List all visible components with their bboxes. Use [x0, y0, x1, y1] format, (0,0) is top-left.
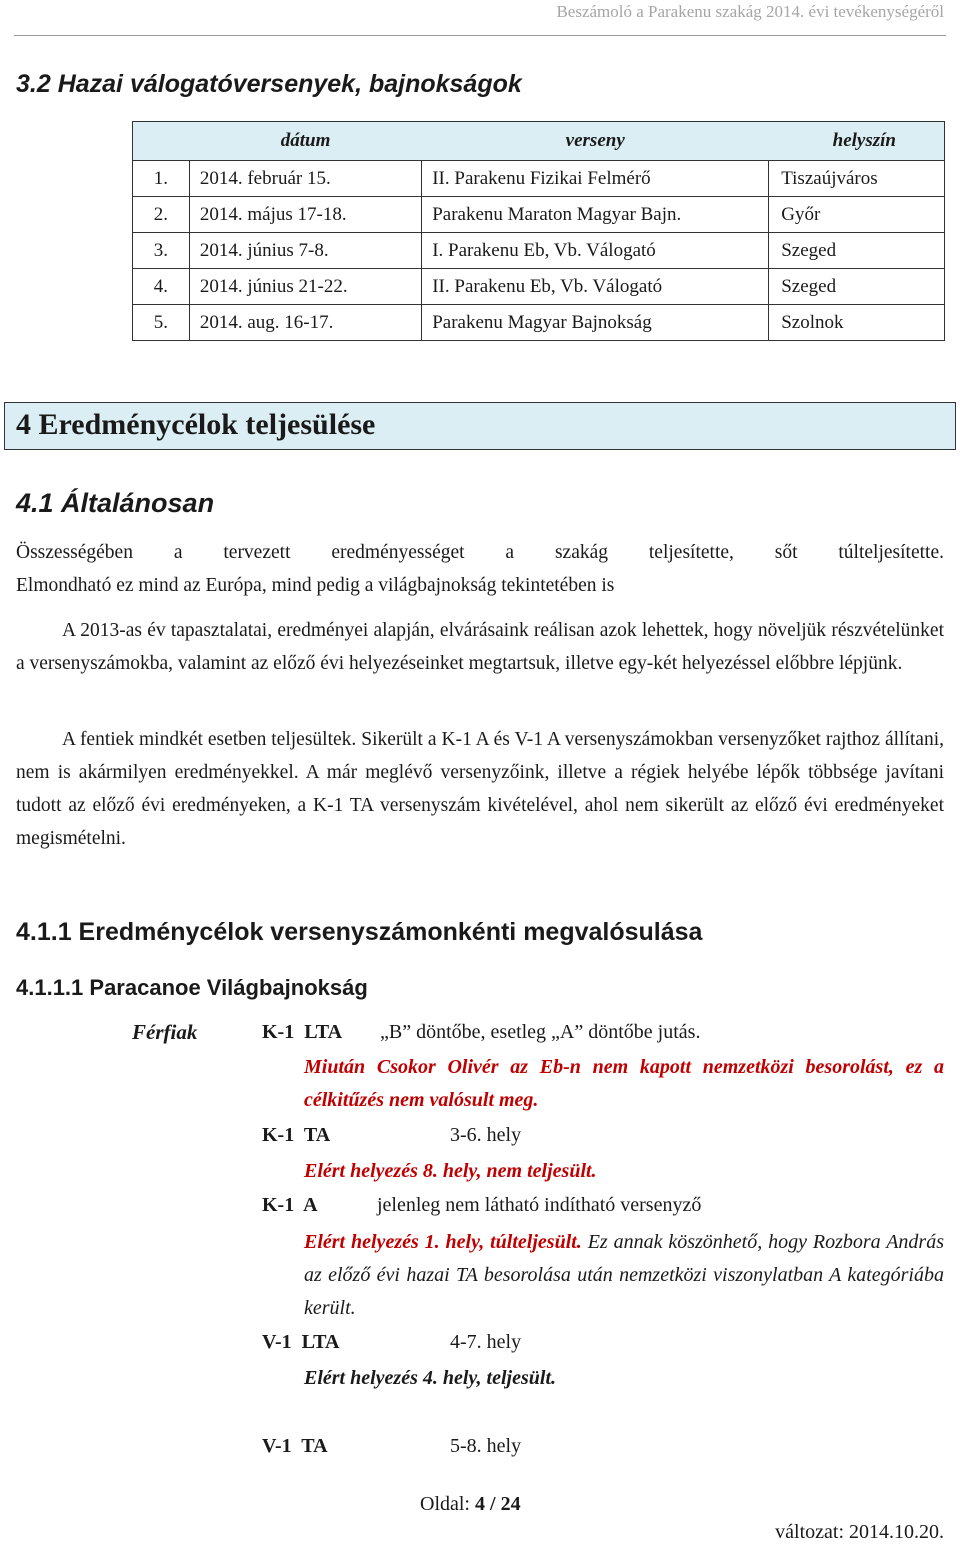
row-race: Parakenu Maraton Magyar Bajn.	[422, 197, 769, 233]
section-3-2-heading: 3.2 Hazai válogatóversenyek, bajnokságok	[16, 70, 522, 98]
paragraph-1-line-2: Elmondható ez mind az Európa, mind pedig a világbajnokság tekintetében is	[16, 575, 615, 596]
row-race: Parakenu Magyar Bajnokság	[422, 305, 769, 341]
target-k1-a: jelenleg nem látható indítható versenyző	[377, 1194, 702, 1216]
section-4-1-1-1-heading: 4.1.1.1 Paracanoe Világbajnokság	[16, 975, 368, 1000]
row-number: 4.	[133, 269, 190, 305]
row-place: Győr	[769, 197, 945, 233]
page-label: Oldal:	[420, 1493, 475, 1515]
row-place: Szeged	[769, 233, 945, 269]
header-rule	[14, 35, 946, 36]
row-date: 2014. aug. 16-17.	[189, 305, 421, 341]
row-number: 1.	[133, 161, 190, 197]
version-label: változat: 2014.10.20.	[775, 1521, 944, 1543]
competitions-table	[132, 121, 945, 341]
table-header-row	[133, 122, 945, 161]
result-k1-lta: Miután Csokor Olivér az Eb-n nem kapott nemzetközi besorolást, ez a célkitűzés nem valósult meg.	[304, 1056, 944, 1111]
target-v1-lta: 4-7. hely	[450, 1331, 522, 1353]
row-number: 2.	[133, 197, 190, 233]
header-race: verseny	[422, 122, 769, 161]
row-date: 2014. május 17-18.	[189, 197, 421, 233]
section-4-heading: 4 Eredménycélok teljesülése	[16, 408, 376, 441]
page-number	[420, 1493, 521, 1516]
result-k1-a-block	[304, 1226, 944, 1325]
paragraph-3: A fentiek mindkét esetben teljesültek. Sikerült a K-1 A és V-1 A versenyszámokban versenyzőket rajthoz állítani, nem is akármilyen eredményekkel. A már meglévő versenyzőink, illetve a régiek helyébe lépők többsége javítani tudott az előző évi eredményeken, a K-1 TA versenyszám kivételével, ahol nem sikerült az előző évi eredményeket megismételni.	[16, 729, 944, 849]
note-k1-a: Ez annak köszönhető, hogy Rozbora András az előző évi hazai TA besorolása után nemzetközi viszonylatban A kategóriába került.	[304, 1231, 944, 1319]
table-row	[133, 233, 945, 269]
target-v1-ta: 5-8. hely	[450, 1435, 522, 1457]
table-row	[133, 305, 945, 341]
section-4-1-heading: 4.1 Általánosan	[16, 488, 215, 518]
header-number	[133, 122, 190, 161]
page-current: 4	[475, 1493, 485, 1515]
paragraph-1-line-1: Összességében a tervezett eredményességet a szakág teljesítette, sőt túlteljesítette.	[16, 542, 944, 563]
event-k1-ta: K-1 TA	[262, 1124, 331, 1146]
row-race: I. Parakenu Eb, Vb. Válogató	[422, 233, 769, 269]
row-date: 2014. június 7-8.	[189, 233, 421, 269]
row-race: II. Parakenu Eb, Vb. Válogató	[422, 269, 769, 305]
row-date: 2014. február 15.	[189, 161, 421, 197]
table-row	[133, 269, 945, 305]
result-k1-a: Elért helyezés 1. hely, túlteljesült.	[304, 1231, 582, 1253]
header-date: dátum	[189, 122, 421, 161]
page-total: 24	[500, 1493, 521, 1515]
row-number: 3.	[133, 233, 190, 269]
paragraph-2: A 2013-as év tapasztalatai, eredményei alapján, elvárásaink reálisan azok lehettek, hogy növeljük részvételünket a versenyszámokba, valamint az előző évi helyezéseinket megtartsuk, illetve egy-két helyezéssel előbbre lépjünk.	[16, 620, 944, 674]
header-place: helyszín	[769, 122, 945, 161]
target-k1-ta: 3-6. hely	[450, 1124, 522, 1146]
table-row	[133, 161, 945, 197]
category-label: Férfiak	[132, 1020, 198, 1044]
row-place: Szolnok	[769, 305, 945, 341]
section-4-1-1-heading: 4.1.1 Eredménycélok versenyszámonkénti megvalósulása	[16, 918, 703, 946]
page-header-title: Beszámoló a Parakenu szakág 2014. évi tevékenységéről	[556, 2, 944, 21]
event-v1-lta: V-1 LTA	[262, 1331, 340, 1353]
result-v1-lta: Elért helyezés 4. hely, teljesült.	[304, 1367, 557, 1389]
event-k1-lta: K-1 LTA	[262, 1021, 343, 1043]
row-date: 2014. június 21-22.	[189, 269, 421, 305]
target-k1-lta: „B” döntőbe, esetleg „A” döntőbe jutás.	[380, 1021, 701, 1043]
row-place: Szeged	[769, 269, 945, 305]
row-race: II. Parakenu Fizikai Felmérő	[422, 161, 769, 197]
page-separator: /	[485, 1493, 501, 1515]
row-place: Tiszaújváros	[769, 161, 945, 197]
row-number: 5.	[133, 305, 190, 341]
result-k1-ta: Elért helyezés 8. hely, nem teljesült.	[304, 1160, 597, 1182]
table-row	[133, 197, 945, 233]
event-k1-a: K-1 A	[262, 1194, 318, 1216]
event-v1-ta: V-1 TA	[262, 1435, 328, 1457]
